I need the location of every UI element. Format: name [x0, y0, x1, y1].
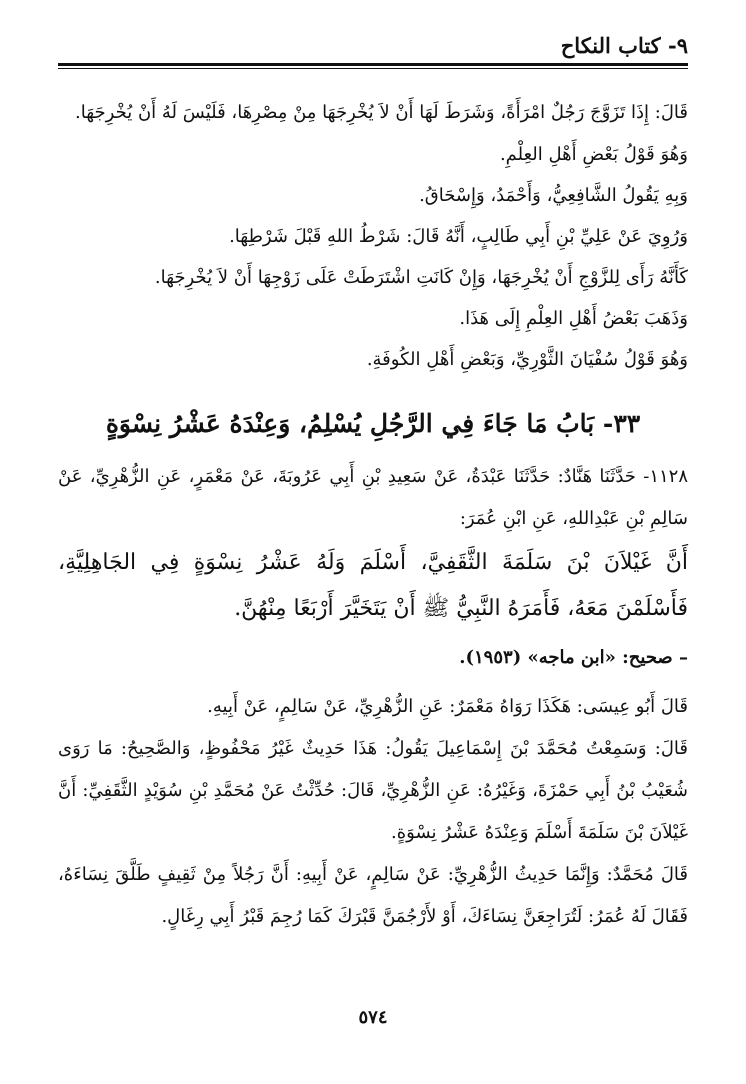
paragraph: وَرُوِيَ عَنْ عَلِيِّ بْنِ أَبِي طَالِبٍ، أَنَّهُ قَالَ: شَرْطُ اللهِ قَبْلَ شَرْطِهَا. — [229, 226, 688, 247]
header-rule — [58, 63, 688, 69]
hadith-matn: أَنَّ غَيْلاَنَ بْنَ سَلَمَةَ الثَّقَفِيَّ، أَسْلَمَ وَلَهُ عَشْرُ نِسْوَةٍ فِي الجَاهِلِيَّةِ، فَأَسْلَمْنَ مَعَهُ، فَأَمَرَهُ النَّبِيُّ ﷺ أَنْ يَتَخَيَّرَ أَرْبَعًا مِنْهُنَّ. — [58, 550, 688, 621]
hadith-grade: – صحيح: «ابن ماجه» (١٩٥٣). — [459, 647, 688, 668]
paragraph: قَالَ أَبُو عِيسَى: هَكَذَا رَوَاهُ مَعْمَرٌ: عَنِ الزُّهْرِيِّ، عَنْ سَالِمٍ، عَنْ أَبِيهِ. — [207, 696, 688, 717]
paragraph: قَالَ: وَسَمِعْتُ مُحَمَّدَ بْنَ إِسْمَاعِيلَ يَقُولُ: هَذَا حَدِيثٌ غَيْرُ مَحْفُوظٍ، وَالصَّحِيحُ: مَا رَوَى شُعَيْبُ بْنُ أَبِي حَمْزَةَ، وَغَيْرُهُ: عَنِ الزُّهْرِيِّ، قَالَ: حُدِّثْتُ عَنْ مُحَمَّدِ بْنِ سُوَيْدٍ الثَّقَفِيِّ: أَنَّ غَيْلاَنَ بْنَ سَلَمَةَ أَسْلَمَ وَعِنْدَهُ عَشْرُ نِسْوَةٍ. — [58, 738, 688, 843]
paragraph: وَبِهِ يَقُولُ الشَّافِعِيُّ، وَأَحْمَدُ، وَإِسْحَاقُ. — [419, 185, 688, 206]
hadith-isnad: ١١٢٨- حَدَّثَنَا هَنَّادٌ: حَدَّثَنَا عَبْدَةُ، عَنْ سَعِيدِ بْنِ أَبِي عَرُوبَةَ، عَنْ مَعْمَرٍ، عَنِ الزُّهْرِيِّ، عَنْ سَالِمِ بْنِ عَبْدِاللهِ، عَنِ ابْنِ عُمَرَ: — [58, 466, 688, 529]
running-header: ٩- كتاب النكاح — [560, 33, 688, 58]
paragraph: وَهُوَ قَوْلُ بَعْضِ أَهْلِ العِلْمِ. — [499, 144, 688, 165]
chapter-heading: ٣٣- بَابُ مَا جَاءَ فِي الرَّجُلِ يُسْلِمُ، وَعِنْدَهُ عَشْرُ نِسْوَةٍ — [105, 409, 641, 438]
paragraph: قَالَ مُحَمَّدٌ: وَإِنَّمَا حَدِيثُ الزُّهْرِيِّ: عَنْ سَالِمٍ، عَنْ أَبِيهِ: أَنَّ رَجُلاً مِنْ ثَقِيفٍ طَلَّقَ نِسَاءَهُ، فَقَالَ لَهُ عُمَرُ: لَتُرَاجِعَنَّ نِسَاءَكَ، أَوْ لأَرْجُمَنَّ قَبْرَكَ كَمَا رُجِمَ قَبْرُ أَبِي رِغَالٍ. — [58, 864, 688, 927]
paragraph: قَالَ: إِذَا تَزَوَّجَ رَجُلٌ امْرَأَةً، وَشَرَطَ لَهَا أَنْ لاَ يُخْرِجَهَا مِنْ مِصْرِهَا، فَلَيْسَ لَهُ أَنْ يُخْرِجَهَا. — [75, 102, 688, 123]
paragraph: وَهُوَ قَوْلُ سُفْيَانَ الثَّوْرِيِّ، وَبَعْضِ أَهْلِ الكُوفَةِ. — [366, 349, 688, 370]
paragraph: وَذَهَبَ بَعْضُ أَهْلِ العِلْمِ إِلَى هَذَا. — [459, 308, 688, 329]
page-body — [58, 92, 688, 938]
page-number: ٥٧٤ — [358, 1007, 388, 1028]
paragraph: كَأَنَّهُ رَأَى لِلزَّوْجِ أَنْ يُخْرِجَهَا، وَإِنْ كَانَتِ اشْتَرَطَتْ عَلَى زَوْجِهَا أَنْ لاَ يُخْرِجَهَا. — [154, 267, 688, 288]
